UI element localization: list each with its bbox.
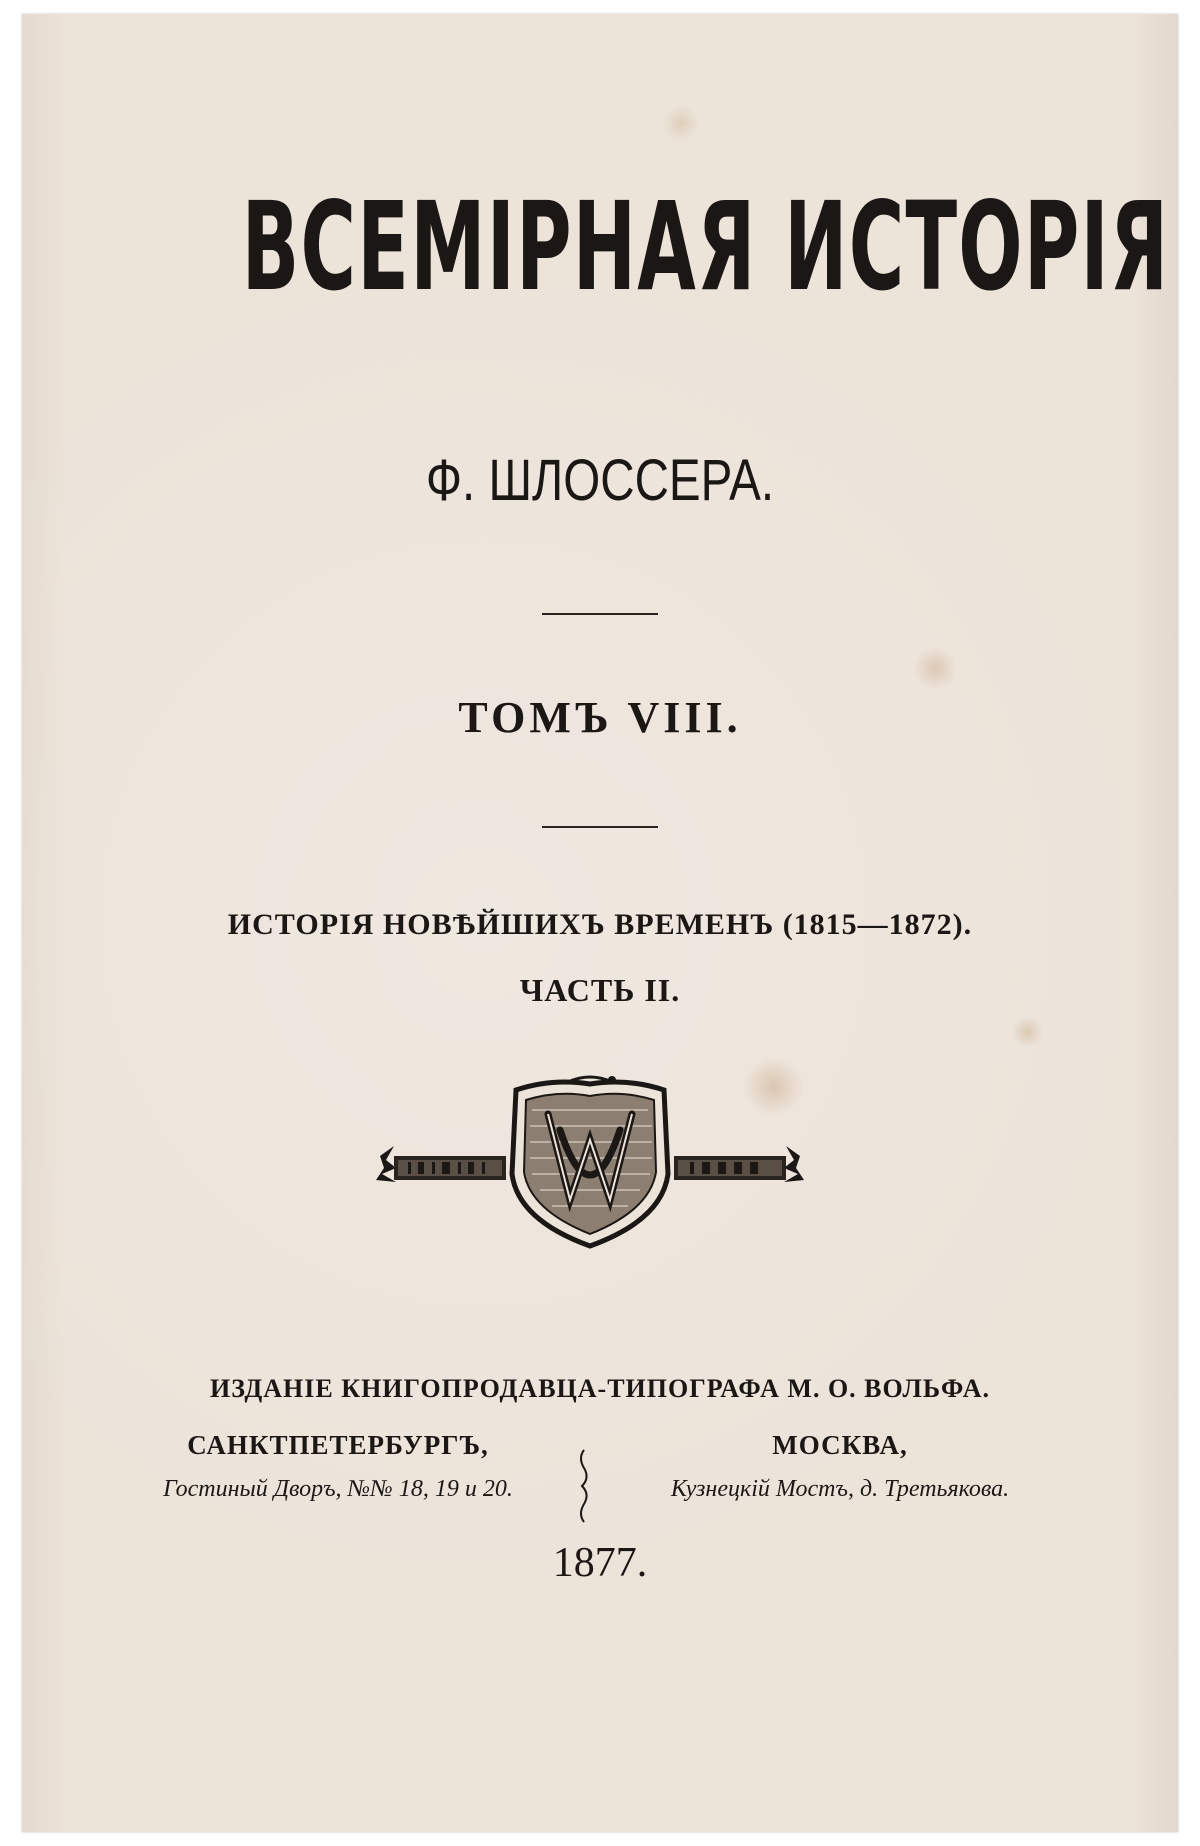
volume-label: ТОМЪ VIII.: [458, 693, 742, 742]
city-name: САНКТПЕТЕРБУРГЪ,: [187, 1430, 489, 1460]
author-line: Ф. ШЛОССЕРА.: [425, 448, 775, 513]
city-block-moscow: [620, 1432, 1060, 1501]
city-address: Гостиный Дворъ, №№ 18, 19 и 20.: [163, 1476, 513, 1502]
publisher-line: ИЗДАНІЕ КНИГОПРОДАВЦА-ТИПОГРАФА М. О. ВОЛЬФА.: [210, 1374, 990, 1403]
city-name: МОСКВА,: [772, 1430, 908, 1460]
brace-divider-icon: [576, 1448, 598, 1524]
publication-year: 1877.: [552, 1540, 648, 1586]
city-block-petersburg: [118, 1432, 558, 1501]
city-address: Кузнецкій Мостъ, д. Третьякова.: [670, 1476, 1010, 1502]
main-title: ВСЕМІРНАЯ ИСТОРІЯ: [241, 176, 1170, 318]
publisher-monogram-emblem-icon: [372, 1070, 808, 1250]
title-page: [22, 14, 1178, 1832]
divider-rule-bottom: [542, 826, 658, 828]
part-label: ЧАСТЬ II.: [519, 972, 681, 1008]
subtitle: ИСТОРІЯ НОВѢЙШИХЪ ВРЕМЕНЪ (1815—1872).: [227, 908, 973, 941]
divider-rule-top: [542, 613, 658, 615]
